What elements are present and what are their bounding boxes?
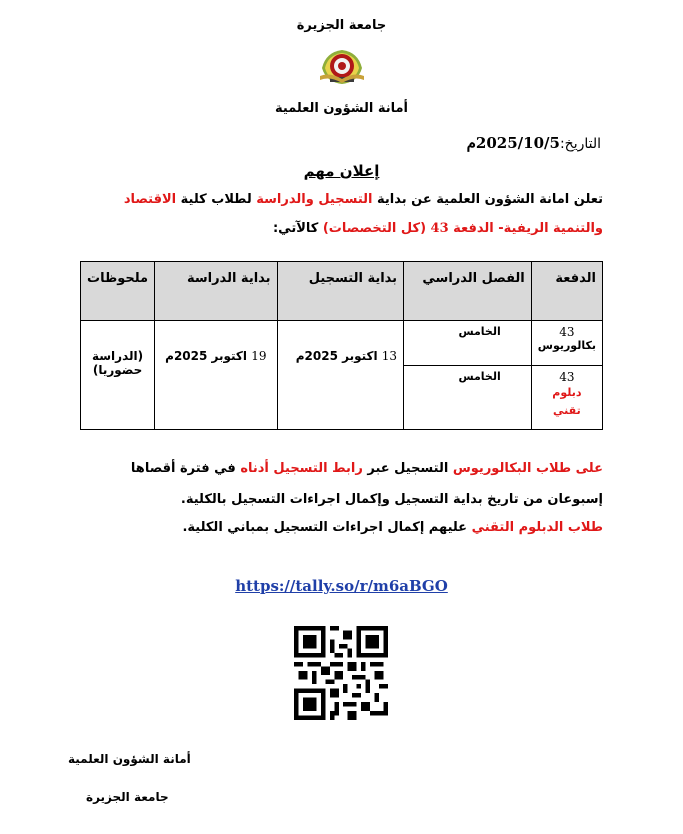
table-row bbox=[81, 321, 603, 366]
header-study-start: بداية الدراسة bbox=[155, 262, 277, 321]
university-logo bbox=[318, 46, 366, 86]
cell-batch-bachelor: 43 بكالوريوس bbox=[531, 321, 602, 366]
header-semester: الفصل الدراسي bbox=[404, 262, 532, 321]
cell-study-start: 19 اكتوبر 2025م bbox=[155, 321, 277, 430]
cell-notes: (الدراسة حضوريا) bbox=[81, 321, 155, 430]
schedule-table bbox=[80, 261, 603, 430]
table-header-row bbox=[81, 262, 603, 321]
cell-batch-diploma: 43 دبلوم تقني bbox=[531, 366, 602, 430]
department-name-top: أمانة الشؤون العلمية bbox=[275, 101, 408, 116]
footer-department: أمانة الشؤون العلمية bbox=[68, 752, 191, 766]
header-batch: الدفعة bbox=[531, 262, 602, 321]
intro-line-1: تعلن امانة الشؤون العلمية عن بداية التسجيل والدراسة لطلاب كلية الاقتصاد bbox=[123, 192, 603, 207]
qr-code-icon bbox=[292, 626, 390, 720]
cell-registration-start: 13 اكتوبر 2025م bbox=[277, 321, 404, 430]
footer-university: جامعة الجزيرة bbox=[86, 790, 169, 804]
header-registration: بداية التسجيل bbox=[277, 262, 404, 321]
cell-semester-bachelor: الخامس bbox=[404, 321, 532, 366]
cell-semester-diploma: الخامس bbox=[404, 366, 532, 430]
date-label: التاريخ: bbox=[559, 136, 601, 152]
instruction-line-1: على طلاب البكالوريوس التسجيل عبر رابط التسجيل أدناه في فترة أقصاها bbox=[130, 461, 603, 476]
instruction-line-2: إسبوعان من تاريخ بداية التسجيل وإكمال اجراءات التسجيل بالكلية. bbox=[180, 492, 603, 507]
announcement-title: إعلان مهم bbox=[303, 162, 380, 180]
instruction-line-3: طلاب الدبلوم التقني عليهم إكمال اجراءات التسجيل بمباني الكلية. bbox=[182, 520, 603, 535]
intro-line-2: والتنمية الريفية- الدفعة 43 (كل التخصصات) كالآتي: bbox=[272, 221, 603, 236]
registration-link[interactable]: https://tally.so/r/m6aBGO bbox=[235, 577, 448, 595]
date-value: 2025/10/5م bbox=[466, 134, 560, 152]
header-notes: ملحوظات bbox=[81, 262, 155, 321]
document-date bbox=[467, 134, 601, 152]
highlight-registration: التسجيل والدراسة bbox=[256, 192, 373, 207]
highlight-faculty: الاقتصاد bbox=[123, 192, 177, 207]
university-name-top: جامعة الجزيرة bbox=[296, 18, 387, 33]
